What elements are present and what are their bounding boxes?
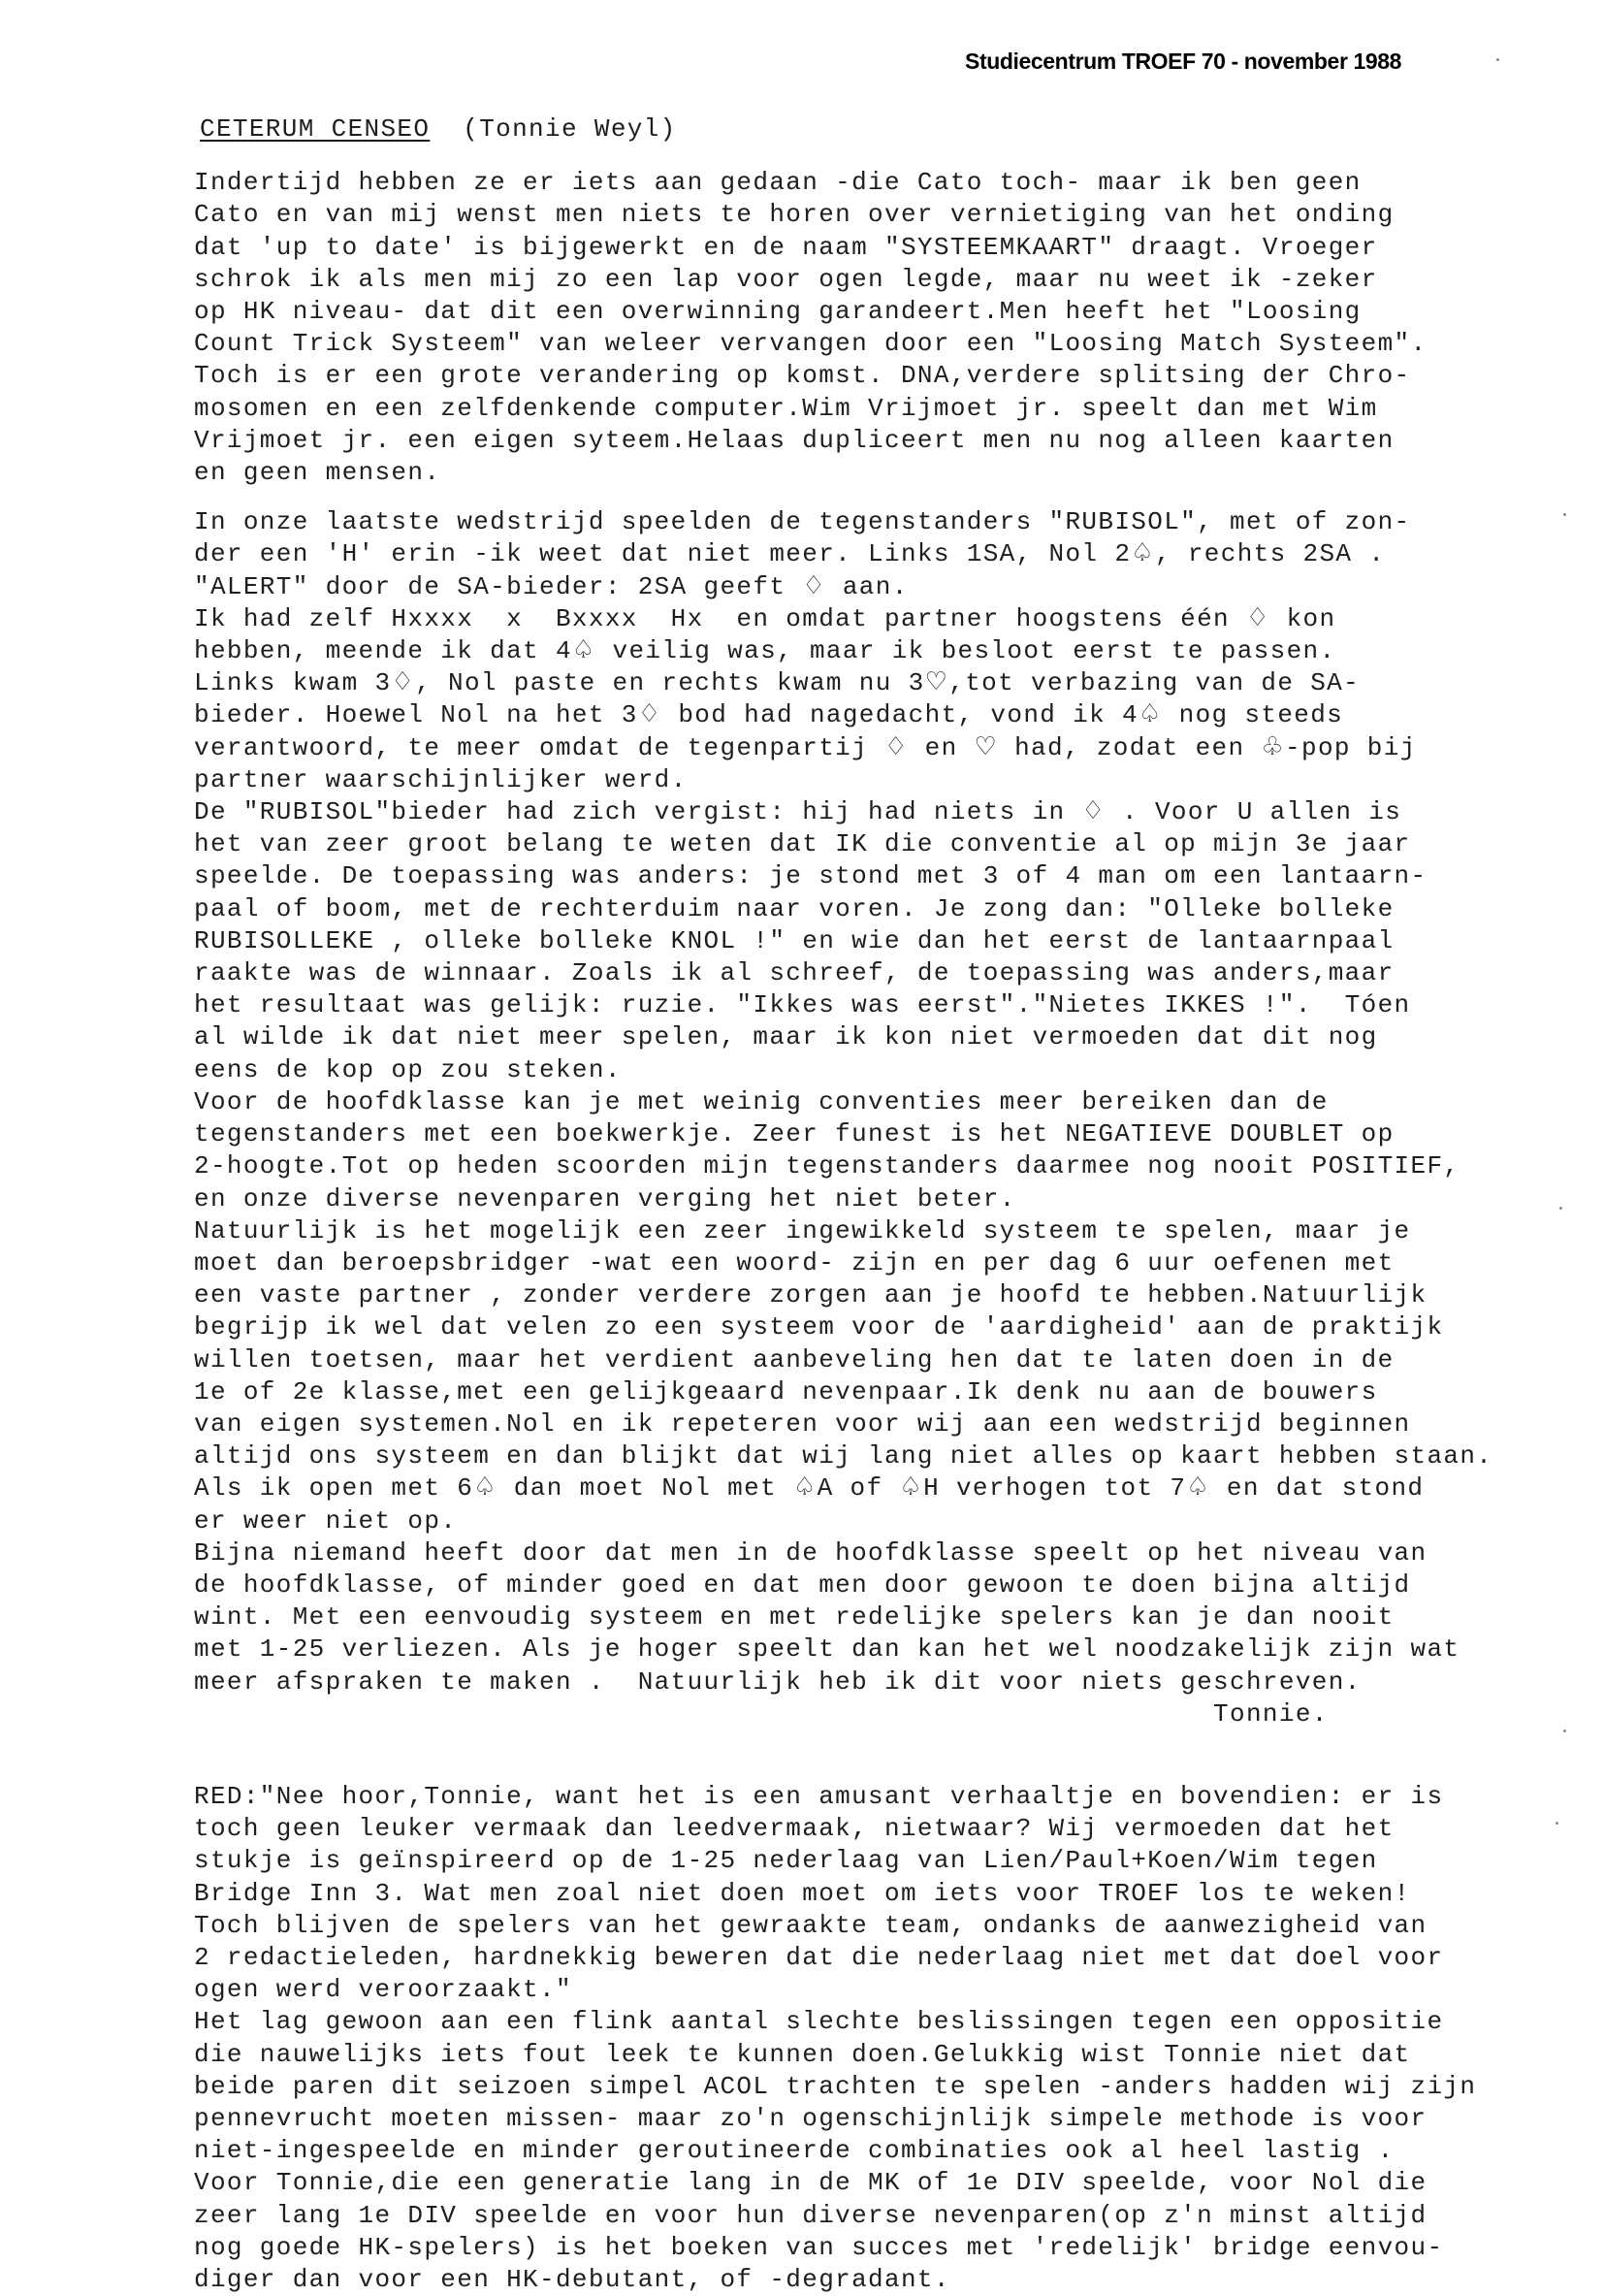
article-title: CETERUM CENSEO: [200, 114, 431, 144]
article-title-line: [200, 113, 1532, 146]
scan-speck: [1563, 513, 1566, 516]
article-author: (Tonnie Weyl): [463, 114, 677, 144]
scan-speck: [1563, 1730, 1566, 1732]
scan-speck: [1559, 1207, 1562, 1210]
scan-speck: [1496, 58, 1499, 61]
article: [194, 113, 1532, 2296]
intro-paragraph: Indertijd hebben ze er iets aan gedaan -die Cato toch- maar ik ben geen Cato en van mij wenst men niets te horen over vernietiging van het onding dat 'up to date' is bijgewerkt en de naam "SYSTEEMKAART" draagt. Vroeger schrok ik als men mij zo een lap voor ogen legde, maar nu weet ik -zeker op HK niveau- dat dit een overwinning garandeert.Men heeft het "Loosing Count Trick Systeem" van weleer vervangen door een "Loosing Match Systeem". Toch is er een grote verandering op komst. DNA,verdere splitsing der Chro- mosomen en een zelfdenkende computer.Wim Vrijmoet jr. speelt dan met Wim Vrijmoet jr. een eigen syteem.Helaas dupliceert men nu nog alleen kaarten en geen mensen.: [194, 168, 1428, 488]
paragraph-gap: [194, 489, 1532, 506]
scan-speck: [1556, 1822, 1558, 1825]
editor-note: RED:"Nee hoor,Tonnie, want het is een amusant verhaaltje en bovendien: er is toch geen leuker vermaak dan leedvermaak, nietwaar? Wij vermoeden dat het stukje is geïnspireerd op de 1-25 nederlaag van Lien/Paul+Koen/Wim tegen Bridge Inn 3. Wat men zoal niet doen moet om iets voor TROEF los te weken! Toch blijven de spelers van het gewraakte team, ondanks de aanwezigheid van 2 redactieleden, hardnekkig beweren dat die nederlaag niet met dat doel voor ogen werd veroorzaakt." Het lag gewoon aan een flink aantal slechte beslissingen tegen een oppositie die nauwelijks iets fout leek te kunnen doen.Gelukkig wist Tonnie niet dat beide paren dit seizoen simpel ACOL trachten te spelen -anders hadden wij zijn pennevrucht moeten missen- maar zo'n ogenschijnlijk simpele methode is voor niet-ingespeelde en minder geroutineerde combinaties ook al heel lastig . Voor Tonnie,die een generatie lang in de MK of 1e DIV speelde, voor Nol die zeer lang 1e DIV speelde en voor hun diverse nevenparen(op z'n minst altijd nog goede HK-spelers) is het boeken van succes met 'redelijk' bridge eenvou- diger dan voor een HK-debutant, of -degradant.: [194, 1781, 1477, 2294]
publication-header: Studiecentrum TROEF 70 - november 1988: [965, 49, 1402, 74]
signature: Tonnie.: [194, 1698, 1329, 1729]
main-paragraph: In onze laatste wedstrijd speelden de tegenstanders "RUBISOL", met of zon- der een 'H' erin -ik weet dat niet meer. Links 1SA, Nol 2♤, rechts 2SA . "ALERT" door de SA-bieder: 2SA geeft ♢ aan. Ik had zelf Hxxxx x Bxxxx Hx en omdat partner hoogstens één ♢ kon hebben, meende ik dat 4♤ veilig was, maar ik besloot eerst te passen. Links kwam 3♢, Nol paste en rechts kwam nu 3♡,tot verbazing van de SA- bieder. Hoewel Nol na het 3♢ bod had nagedacht, vond ik 4♤ nog steeds verantwoord, te meer omdat de tegenpartij ♢ en ♡ had, zodat een ♧-pop bij partner waarschijnlijker werd. De "RUBISOL"bieder had zich vergist: hij had niets in ♢ . Voor U allen is het van zeer groot belang te weten dat IK die conventie al op mijn 3e jaar speelde. De toepassing was anders: je stond met 3 of 4 man om een lantaarn- paal of boom, met de rechterduim naar voren. Je zong dan: "Olleke bolleke RUBISOLLEKE , olleke bolleke KNOL !" en wie dan het eerst de lantaarnpaal raakte was de winnaar. Zoals ik al schreef, de toepassing was anders,maar het resultaat was gelijk: ruzie. "Ikkes was eerst"."Nietes IKKES !". Tóen al wilde ik dat niet meer spelen, maar ik kon niet vermoeden dat dit nog eens de kop op zou steken. Voor de hoofdklasse kan je met weinig conventies meer bereiken dan de tegenstanders met een boekwerkje. Zeer funest is het NEGATIEVE DOUBLET op 2-hoogte.Tot op heden scoorden mijn tegenstanders daarmee nog nooit POSITIEF, en onze diverse nevenparen verging het niet beter. Natuurlijk is het mogelijk een zeer ingewikkeld systeem te spelen, maar je moet dan beroepsbridger -wat een woord- zijn en per dag 6 uur oefenen met een vaste partner , zonder verdere zorgen aan je hoofd te hebben.Natuurlijk begrijp ik wel dat velen zo een systeem voor de 'aardigheid' aan de praktijk willen toetsen, maar het verdient aanbeveling hen dat te laten doen in de 1e of 2e klasse,met een gelijkgeaard nevenpaar.Ik denk nu aan de bouwers van eigen systemen.Nol en ik repeteren voor wij aan een wedstrijd beginnen altijd ons systeem en dan blijkt dat wij lang niet alles op kaart hebben staan. Als ik open met 6♤ dan moet Nol met ♤A of ♤H verhogen tot 7♤ en dat stond er weer niet op. Bijna niemand heeft door dat men in de hoofdklasse speelt op het niveau van de hoofdklasse, of minder goed en dat men door gewoon te doen bijna altijd wint. Met een eenvoudig systeem en met redelijke spelers kan je dan nooit met 1-25 verliezen. Als je hoger speelt dan kan het wel noodzakelijk zijn wat meer afspraken te maken . Natuurlijk heb ik dit voor niets geschreven.: [194, 507, 1493, 1697]
section-gap: [194, 1730, 1532, 1781]
